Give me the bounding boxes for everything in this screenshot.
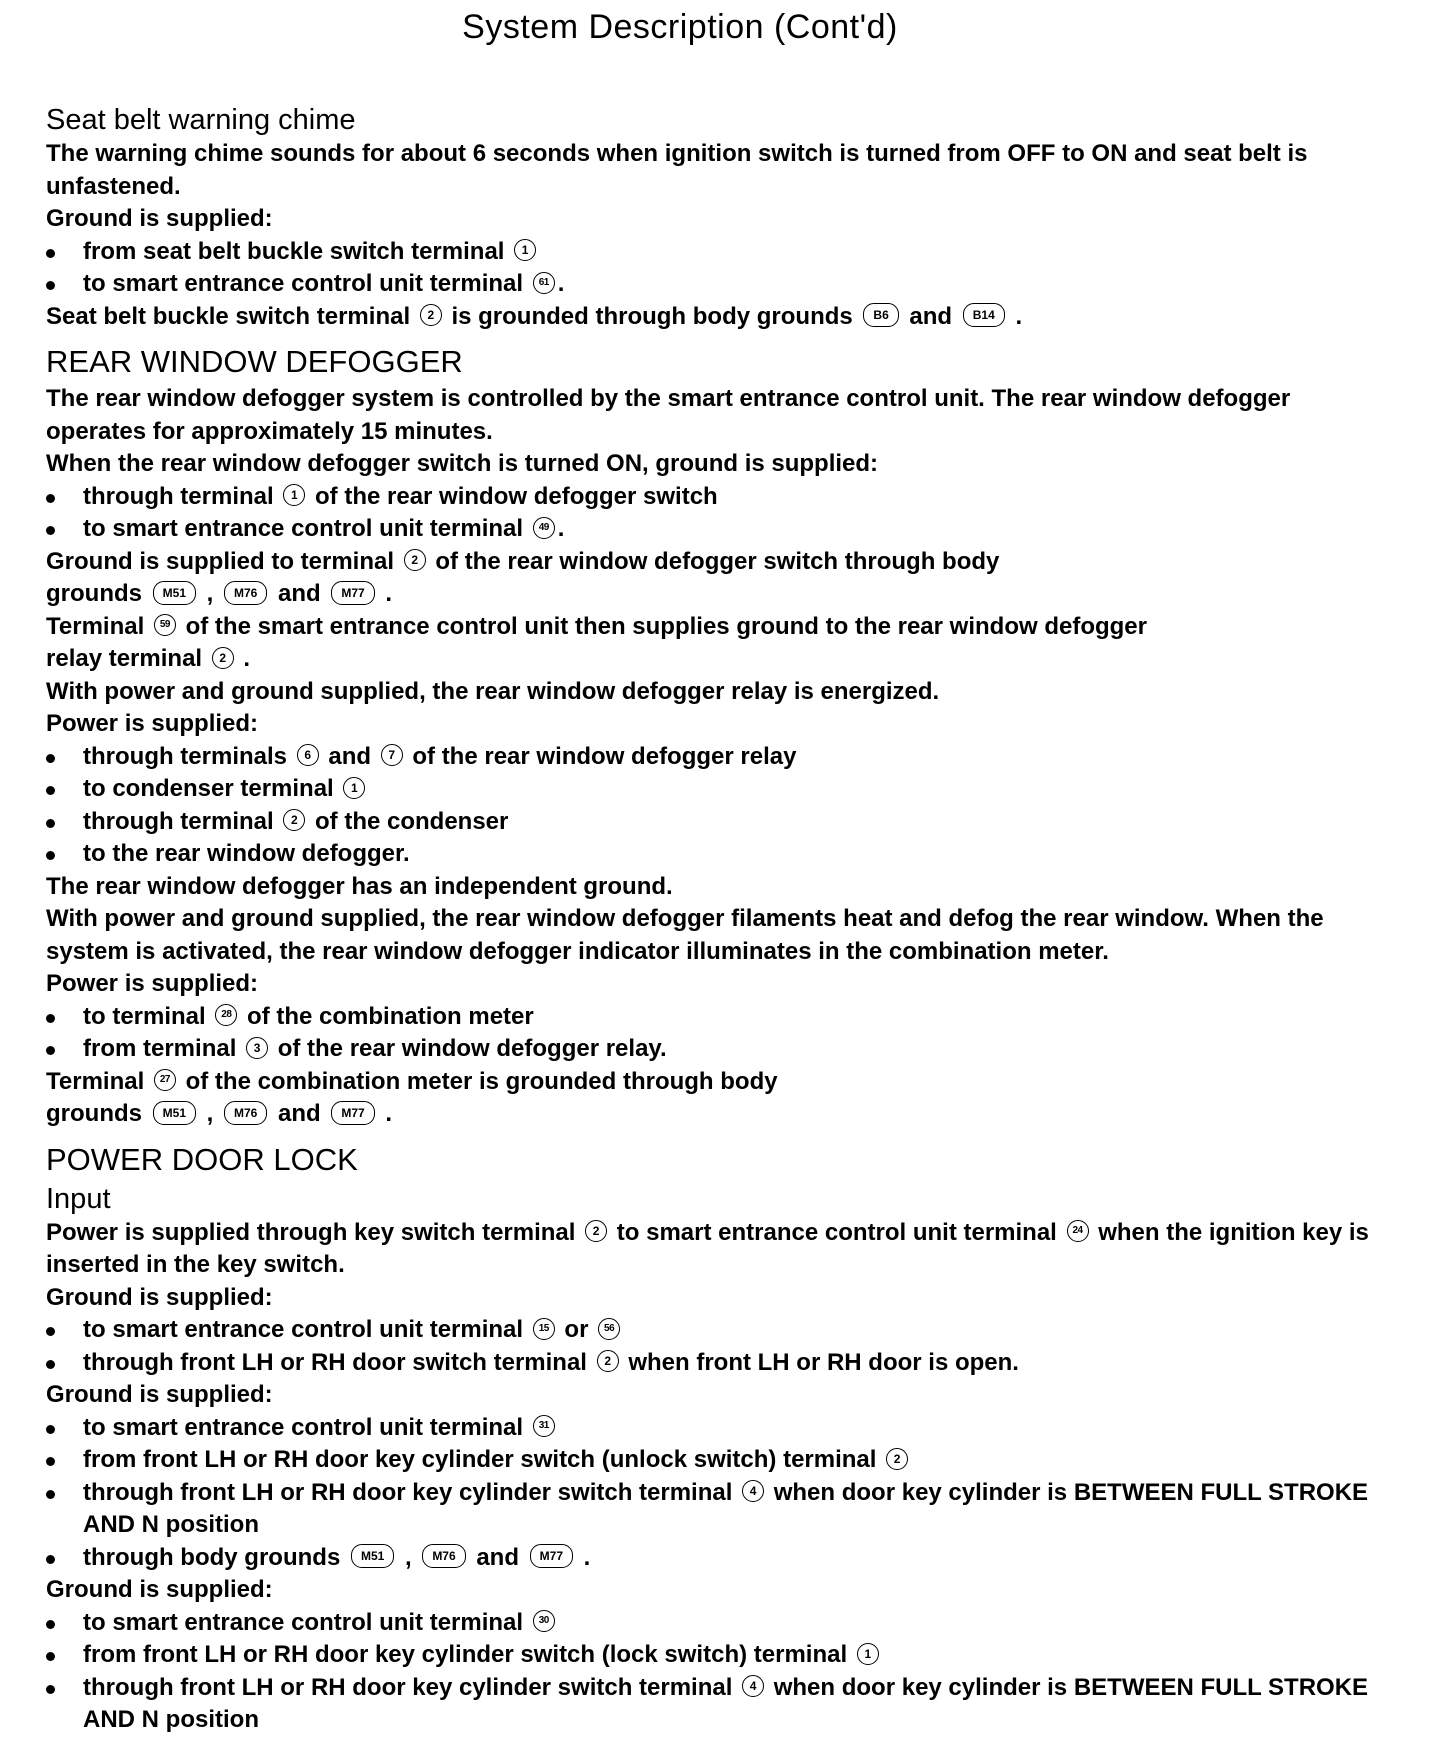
terminal-number-badge: 7 [381, 744, 403, 766]
text-run: and [321, 742, 378, 770]
paragraph-line [46, 578, 1376, 611]
paragraph-line [46, 1282, 1376, 1315]
ground-point-badge: B6 [863, 303, 898, 327]
text-run: Ground is supplied: [46, 205, 273, 232]
terminal-number-badge: 2 [585, 1220, 607, 1242]
text-run: Ground is supplied: [46, 1576, 273, 1603]
bullet-item [46, 741, 1376, 774]
text-run: through terminal [83, 807, 281, 835]
paragraph-line [46, 138, 1376, 203]
text-run: and [271, 1100, 328, 1127]
bullet-item [46, 513, 1376, 546]
page-title: System Description (Cont'd) [462, 8, 898, 46]
text-run: to smart entrance control unit terminal [83, 515, 530, 542]
paragraph-line [46, 448, 1376, 481]
text-run: When the rear window defogger switch is turned ON, ground is supplied: [46, 450, 879, 477]
bullet-item [46, 481, 1376, 514]
terminal-number-badge: 4 [742, 1480, 764, 1502]
text-run: Ground is supplied to terminal [46, 547, 401, 575]
text-run: from seat belt buckle switch terminal [83, 237, 512, 265]
terminal-number-badge: 6 [297, 744, 319, 766]
text-run: , [200, 1100, 221, 1127]
ground-point-badge: M76 [224, 581, 267, 605]
text-run: relay terminal [46, 645, 209, 672]
text-run: to smart entrance control unit terminal [610, 1218, 1064, 1246]
ground-point-badge: B14 [963, 303, 1005, 327]
text-run: to smart entrance control unit terminal [83, 270, 530, 297]
text-run: through terminals [83, 742, 294, 770]
text-run: of the rear window defogger switch through body [428, 547, 1000, 575]
bullet-item [46, 773, 1376, 806]
text-run: of the rear window defogger switch [308, 482, 718, 510]
bullet-item [46, 1477, 1376, 1542]
paragraph-line [46, 871, 1376, 904]
paragraph-line [46, 903, 1376, 968]
terminal-number-badge: 2 [886, 1448, 908, 1470]
text-run: and [469, 1543, 526, 1571]
text-run: grounds [46, 1100, 149, 1127]
paragraph-line [46, 1574, 1376, 1607]
terminal-number-badge: 30 [533, 1610, 555, 1632]
text-run: is grounded through body grounds [444, 302, 860, 330]
terminal-number-badge: 2 [212, 647, 234, 669]
section-heading: REAR WINDOW DEFOGGER [46, 344, 463, 379]
bullet-item [46, 1672, 1376, 1737]
ground-point-badge: M77 [530, 1544, 573, 1568]
paragraph-line [46, 1098, 1376, 1131]
text-run: Power is supplied through key switch terminal [46, 1218, 583, 1246]
text-run: to condenser terminal [83, 775, 341, 802]
text-run: . [557, 515, 565, 542]
text-run: The rear window defogger system is controlled by the smart entrance control unit. The rear window defogger operates for approximately 15 minutes. [46, 385, 1291, 445]
text-run: through body grounds [83, 1543, 347, 1571]
text-run: of the combination meter is grounded through body [178, 1067, 778, 1095]
paragraph-line [46, 611, 1376, 644]
text-run: when door key cylinder is BETWEEN FULL STROKE AND N position [83, 1673, 1369, 1733]
text-run: Seat belt buckle switch terminal [46, 302, 417, 330]
terminal-number-badge: 61 [533, 272, 555, 294]
text-run: Power is supplied: [46, 970, 259, 997]
text-run: Terminal [46, 612, 151, 640]
bullet-item [46, 1033, 1376, 1066]
paragraph-line [46, 968, 1376, 1001]
text-run: , [200, 580, 221, 607]
paragraph-line [46, 643, 1376, 676]
section-heading: Seat belt warning chime [46, 104, 356, 136]
bullet-item [46, 1542, 1376, 1575]
terminal-number-badge: 56 [598, 1318, 620, 1340]
text-run: Terminal [46, 1067, 151, 1095]
text-run: . [577, 1543, 591, 1571]
text-run: to the rear window defogger. [83, 840, 410, 867]
paragraph-line [46, 301, 1376, 334]
text-run: to smart entrance control unit terminal [83, 1608, 530, 1636]
text-run: Ground is supplied: [46, 1381, 273, 1408]
terminal-number-badge: 1 [514, 239, 536, 261]
text-run: With power and ground supplied, the rear window defogger filaments heat and defog the rear window. When the system is activated, the rear window defogger indicator illuminates in the combination meter. [46, 905, 1324, 965]
ground-point-badge: M51 [153, 581, 196, 605]
text-run: and [902, 302, 959, 330]
paragraph-line [46, 676, 1376, 709]
text-run: , [398, 1543, 419, 1571]
terminal-number-badge: 4 [742, 1675, 764, 1697]
paragraph-line [46, 708, 1376, 741]
terminal-number-badge: 28 [215, 1004, 237, 1026]
paragraph-line [46, 1066, 1376, 1099]
paragraph-line [46, 203, 1376, 236]
bullet-item [46, 1607, 1376, 1640]
terminal-number-badge: 59 [154, 614, 176, 636]
terminal-number-badge: 2 [283, 809, 305, 831]
terminal-number-badge: 2 [404, 549, 426, 571]
terminal-number-badge: 49 [533, 517, 555, 539]
text-run: of the rear window defogger relay. [271, 1035, 667, 1062]
text-run: of the rear window defogger relay [405, 742, 797, 770]
paragraph-line [46, 383, 1376, 448]
terminal-number-badge: 2 [597, 1350, 619, 1372]
section-heading: POWER DOOR LOCK [46, 1141, 358, 1177]
text-run: from front LH or RH door key cylinder switch (lock switch) terminal [83, 1641, 854, 1668]
text-run: to smart entrance control unit terminal [83, 1316, 530, 1343]
text-run: through front LH or RH door switch terminal [83, 1348, 594, 1376]
terminal-number-badge: 24 [1067, 1220, 1089, 1242]
text-run: . [557, 270, 565, 297]
bullet-item [46, 1347, 1376, 1380]
text-run: when the ignition key is inserted in the key switch. [46, 1218, 1369, 1278]
ground-point-badge: M51 [153, 1101, 196, 1125]
text-run: . [378, 1100, 393, 1127]
text-run: to terminal [83, 1002, 213, 1030]
paragraph-line [46, 1217, 1376, 1282]
text-run: of the combination meter [240, 1002, 534, 1030]
text-run: The rear window defogger has an independent ground. [46, 872, 673, 900]
text-run: to smart entrance control unit terminal [83, 1413, 530, 1441]
bullet-item [46, 1639, 1376, 1672]
terminal-number-badge: 1 [343, 777, 365, 799]
text-run: Ground is supplied: [46, 1283, 273, 1311]
text-run: when front LH or RH door is open. [621, 1348, 1019, 1376]
text-run: . [236, 645, 251, 672]
bullet-item [46, 1444, 1376, 1477]
terminal-number-badge: 27 [154, 1069, 176, 1091]
bullet-item [46, 236, 1376, 269]
terminal-number-badge: 2 [420, 304, 442, 326]
bullet-item [46, 1001, 1376, 1034]
text-run: The warning chime sounds for about 6 seconds when ignition switch is turned from OFF to ON and seat belt is unfastened. [46, 140, 1308, 200]
ground-point-badge: M77 [331, 581, 374, 605]
ground-point-badge: M77 [331, 1101, 374, 1125]
ground-point-badge: M76 [422, 1544, 465, 1568]
terminal-number-badge: 15 [533, 1318, 555, 1340]
text-run: when door key cylinder is BETWEEN FULL STROKE AND N position [83, 1478, 1369, 1538]
text-run: or [557, 1316, 596, 1343]
terminal-number-badge: 1 [283, 484, 305, 506]
text-run: . [1008, 302, 1023, 330]
document-body [46, 102, 1376, 1737]
terminal-number-badge: 1 [857, 1643, 879, 1665]
text-run: from front LH or RH door key cylinder switch (unlock switch) terminal [83, 1446, 884, 1473]
paragraph-line [46, 546, 1376, 579]
ground-point-badge: M76 [224, 1101, 267, 1125]
text-run: grounds [46, 580, 149, 607]
text-run: from terminal [83, 1035, 244, 1062]
bullet-item [46, 806, 1376, 839]
text-run: of the smart entrance control unit then supplies ground to the rear window defogger [178, 612, 1147, 640]
ground-point-badge: M51 [351, 1544, 394, 1568]
text-run: through front LH or RH door key cylinder switch terminal [83, 1673, 740, 1701]
text-run: . [378, 580, 393, 607]
section-heading: Input [46, 1182, 111, 1215]
text-run: through front LH or RH door key cylinder switch terminal [83, 1478, 740, 1506]
text-run: and [271, 580, 328, 607]
bullet-item [46, 1412, 1376, 1445]
terminal-number-badge: 3 [246, 1037, 268, 1059]
text-run: With power and ground supplied, the rear window defogger relay is energized. [46, 677, 940, 705]
terminal-number-badge: 31 [533, 1415, 555, 1437]
text-run: Power is supplied: [46, 710, 259, 737]
text-run: through terminal [83, 482, 281, 510]
bullet-item [46, 838, 1376, 871]
bullet-item [46, 1314, 1376, 1347]
paragraph-line [46, 1379, 1376, 1412]
text-run: of the condenser [308, 807, 509, 835]
bullet-item [46, 268, 1376, 301]
